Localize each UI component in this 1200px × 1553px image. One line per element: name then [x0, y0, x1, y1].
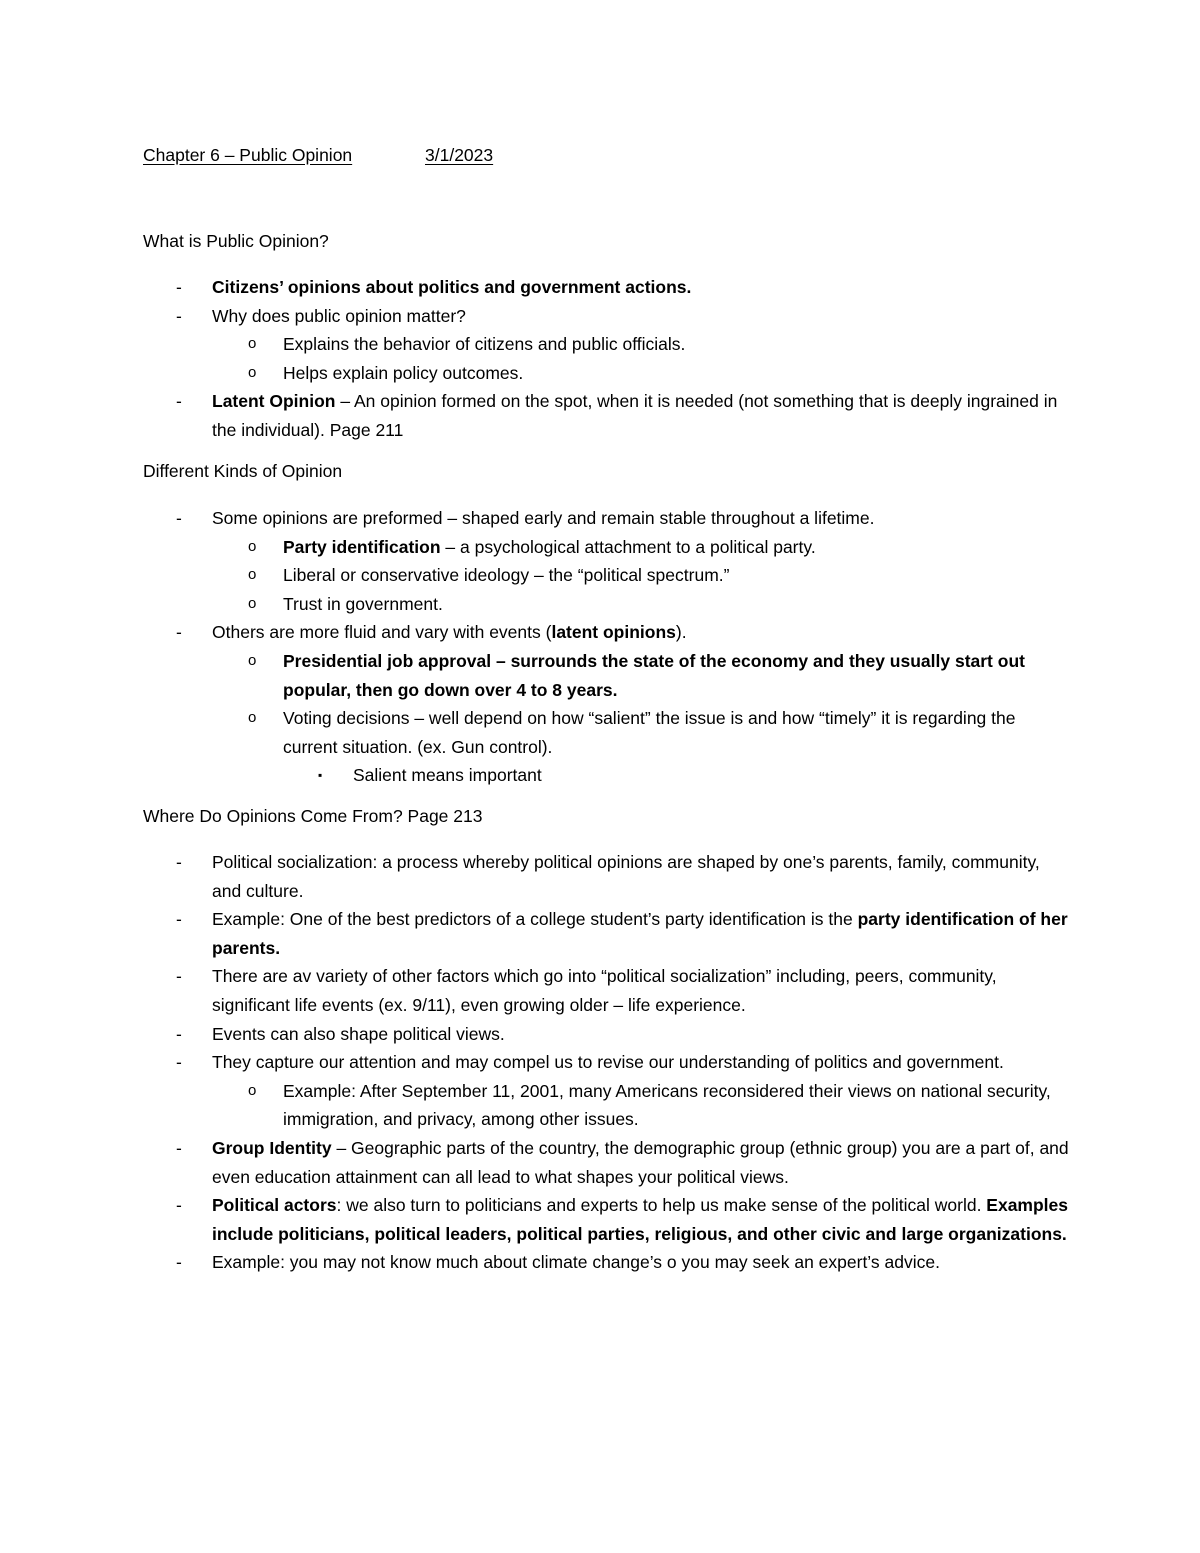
text-run: : we also turn to politicians and experts to help us make sense of the political world. — [336, 1195, 987, 1216]
list-item — [0, 1134, 1200, 1191]
list-item-text — [212, 1248, 1072, 1277]
list-item-text — [283, 704, 1073, 761]
bullet-marker: o — [248, 594, 257, 612]
text-run: Why does public opinion matter? — [212, 305, 466, 326]
list-item — [0, 704, 1200, 761]
text-run: Helps explain policy outcomes. — [283, 362, 524, 383]
text-run: Liberal or conservative ideology – the “political spectrum.” — [283, 565, 730, 586]
section-heading-where-opinions-come-from: Where Do Opinions Come From? Page 213 — [143, 806, 483, 826]
bullet-marker: - — [176, 305, 182, 326]
list-item-text — [212, 387, 1072, 444]
list-item — [0, 302, 1200, 331]
bullet-marker: - — [176, 1252, 182, 1273]
bullet-marker: - — [176, 622, 182, 643]
list-item-text — [212, 273, 1072, 302]
bullet-marker: - — [176, 909, 182, 930]
document-date: 3/1/2023 — [425, 145, 494, 165]
text-run: Example: After September 11, 2001, many Americans reconsidered their views on national security, immigration, and privacy, among other issues. — [283, 1080, 1051, 1130]
list-item — [0, 618, 1200, 647]
bullet-marker: - — [176, 852, 182, 872]
list-item — [0, 359, 1200, 388]
list-item-text — [283, 561, 1073, 590]
text-run: Salient means important — [353, 765, 542, 786]
bullet-marker: - — [176, 391, 182, 412]
section-heading-public-opinion: What is Public Opinion? — [143, 231, 329, 251]
list-item — [0, 504, 1200, 533]
list-item — [0, 561, 1200, 590]
list-item — [0, 1191, 1200, 1248]
section-list-where-opinions-come-from — [0, 848, 1200, 1277]
text-run: ). — [675, 622, 687, 643]
text-run: Example: One of the best predictors of a college student’s party identification is the — [212, 909, 858, 930]
text-run: – a psychological attachment to a political party. — [440, 536, 816, 557]
list-item-text — [283, 590, 1073, 619]
text-run: Some opinions are preformed – shaped early and remain stable throughout a lifetime. — [212, 508, 875, 528]
bold-text: Examples include politicians, political leaders, political parties, religious, and other civic and large organizations. — [212, 1195, 1069, 1244]
bullet-marker: - — [176, 1023, 182, 1044]
list-item — [0, 387, 1200, 444]
bullet-marker: o — [248, 709, 257, 727]
bullet-marker: o — [248, 537, 257, 555]
text-run: They capture our attention and may compel us to revise our understanding of politics and government. — [212, 1052, 1004, 1073]
list-item — [0, 848, 1200, 905]
section-heading-kinds-of-opinion: Different Kinds of Opinion — [143, 461, 343, 481]
list-item-text — [212, 302, 1072, 331]
bold-text: Citizens’ opinions about politics and government actions. — [212, 277, 692, 297]
text-run: Explains the behavior of citizens and public officials. — [283, 334, 686, 355]
text-run: – An opinion formed on the spot, when it is needed (not something that is deeply ingrained in the individual). Page 211 — [212, 391, 1058, 440]
list-item-text — [212, 1191, 1072, 1248]
list-item — [0, 905, 1200, 962]
bullet-marker: ▪ — [318, 768, 323, 783]
bold-text: Latent Opinion — [212, 391, 336, 412]
list-item — [0, 533, 1200, 562]
list-item-text — [212, 618, 1072, 647]
text-run: Example: you may not know much about climate change’s o you may seek an expert’s advice. — [212, 1252, 940, 1273]
list-item-text — [212, 1020, 1072, 1049]
section-list-kinds-of-opinion — [0, 504, 1200, 790]
list-item-text — [212, 504, 1072, 533]
list-item-text — [283, 359, 1073, 388]
list-item — [0, 761, 1200, 790]
bullet-marker: - — [176, 966, 182, 987]
bold-text: party identification of her parents. — [212, 909, 1068, 958]
bold-text: Party identification — [283, 536, 441, 557]
list-item-text — [212, 1048, 1072, 1077]
section-list-public-opinion — [0, 273, 1200, 445]
list-item — [0, 1048, 1200, 1077]
document-title: Chapter 6 – Public Opinion — [143, 145, 353, 165]
text-run: Events can also shape political views. — [212, 1023, 505, 1044]
text-run: There are av variety of other factors which go into “political socialization” including, peers, community, significant life events (ex. 9/11), even growing older – life experience. — [212, 966, 997, 1015]
bullet-marker: - — [176, 1052, 182, 1073]
bullet-marker: o — [248, 566, 257, 584]
list-item — [0, 1020, 1200, 1049]
list-item — [0, 962, 1200, 1019]
list-item-text — [212, 962, 1072, 1019]
list-item — [0, 590, 1200, 619]
list-item-text — [353, 761, 1073, 790]
list-item-text — [283, 647, 1073, 704]
list-item-text — [212, 1134, 1072, 1191]
list-item — [0, 647, 1200, 704]
bold-text: Political actors — [212, 1195, 337, 1216]
bold-text: latent opinions — [551, 622, 676, 643]
bullet-marker: - — [176, 1195, 182, 1216]
bullet-marker: o — [248, 651, 257, 669]
bullet-marker: o — [248, 335, 257, 353]
bullet-marker: o — [248, 363, 257, 381]
text-run: Others are more fluid and vary with events ( — [212, 622, 552, 643]
bold-text: Group Identity — [212, 1137, 332, 1158]
bold-text: Presidential job approval – surrounds the state of the economy and they usually start out popular, then go down over 4 to 8 years. — [283, 650, 1025, 700]
text-run: Voting decisions – well depend on how “salient” the issue is and how “timely” it is regarding the current situation. (ex. Gun control). — [283, 708, 1016, 757]
bullet-marker: - — [176, 508, 182, 528]
list-item-text — [212, 905, 1072, 962]
list-item-text — [283, 330, 1073, 359]
text-run: Trust in government. — [283, 593, 443, 614]
text-run: – Geographic parts of the country, the demographic group (ethnic group) you are a part of, and even education attainment can all lead to what shapes your political views. — [212, 1137, 1069, 1187]
list-item — [0, 1077, 1200, 1134]
list-item-text — [283, 1077, 1073, 1134]
list-item — [0, 330, 1200, 359]
text-run: Political socialization: a process whereby political opinions are shaped by one’s parents, family, community, and culture. — [212, 852, 1040, 901]
list-item-text — [283, 533, 1073, 562]
bullet-marker: - — [176, 277, 182, 297]
list-item-text — [212, 848, 1072, 905]
bullet-marker: - — [176, 1137, 182, 1158]
bullet-marker: o — [248, 1081, 257, 1099]
list-item — [0, 1248, 1200, 1277]
list-item — [0, 273, 1200, 302]
